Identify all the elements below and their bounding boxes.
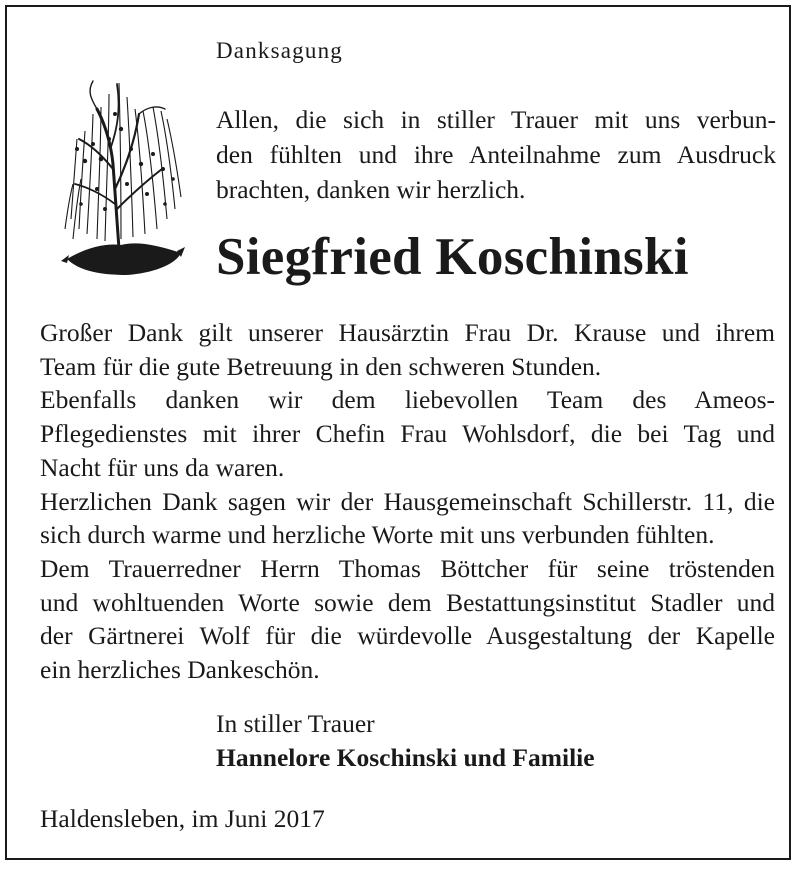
intro-line: brachten, danken wir herzlich.	[216, 175, 526, 204]
weeping-willow-icon	[57, 69, 187, 289]
body-line: der Gärtnerei Wolf für die würdevolle Ausgestaltung der Kapelle	[40, 621, 775, 651]
body-line: Herzlichen Dank sagen wir der Hausgemeinschaft Schillerstr. 11, die	[40, 486, 775, 516]
notice-frame	[5, 5, 791, 860]
deceased-name: Siegfried Koschinski	[216, 228, 689, 286]
signature: Hannelore Koschinski und Familie	[216, 743, 595, 772]
place-date: Haldensleben, im Juni 2017	[40, 804, 325, 833]
intro-text	[216, 102, 776, 207]
body-line: Team für die gute Betreuung in den schweren Stunden.	[40, 351, 602, 381]
body-line: Nacht für uns da waren.	[40, 452, 285, 482]
body-line: ein herzliches Dankeschön.	[40, 655, 320, 685]
body-line: und wohltuenden Worte sowie dem Bestattungsinstitut Stadler und	[40, 587, 775, 617]
closing-text: In stiller Trauer	[216, 709, 375, 738]
body-line: sich durch warme und herzliche Worte mit uns verbunden fühlten.	[40, 520, 715, 550]
intro-line: Allen, die sich in stiller Trauer mit uns verbun-	[216, 105, 776, 134]
body-line: Ebenfalls danken wir dem liebevollen Team des Ameos-	[40, 385, 775, 415]
body-line: Großer Dank gilt unserer Hausärztin Frau Dr. Krause und ihrem	[40, 318, 775, 347]
body-line: Pflegedienstes mit ihrer Chefin Frau Wohlsdorf, die bei Tag und	[40, 419, 775, 449]
notice-heading: Danksagung	[216, 38, 343, 63]
closing-block	[216, 707, 595, 775]
thanks-body	[40, 316, 775, 687]
intro-line: den fühlten und ihre Anteilnahme zum Ausdruck	[216, 140, 776, 169]
body-line: Dem Trauerredner Herrn Thomas Böttcher für seine tröstenden	[40, 553, 775, 583]
